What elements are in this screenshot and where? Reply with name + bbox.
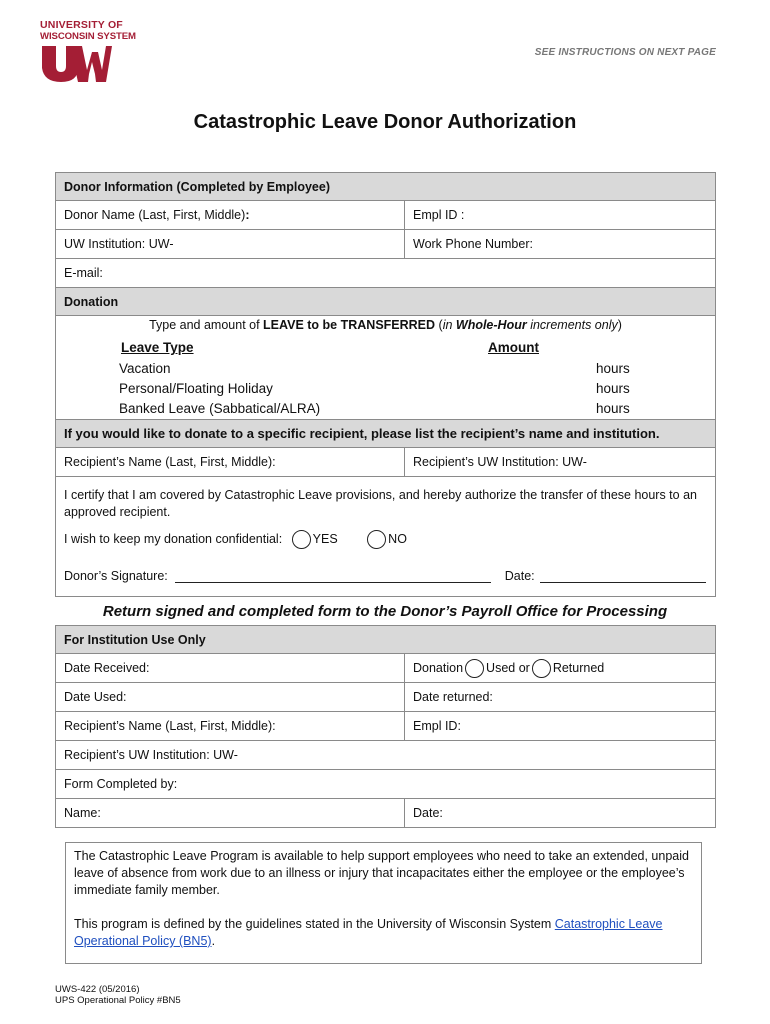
page-title: Catastrophic Leave Donor Authorization [193,111,577,133]
type-line-bolditalic: Whole-Hour [455,318,527,332]
date-received-field[interactable] [56,654,405,683]
signature-date-line[interactable] [540,569,706,583]
type-line-bold: LEAVE to be TRANSFERRED [263,318,436,332]
completed-name-field[interactable] [56,799,405,828]
date-returned-label: Date returned: [413,690,493,704]
confidential-no-radio[interactable] [367,530,386,549]
certify-statement: I certify that I am covered by Catastrophic Leave provisions, and hereby authorize the transfer of these hours to an approved recipient. [64,488,697,519]
paragraph2-pre: This program is defined by the guidelines stated in the University of Wisconsin System [74,917,555,931]
institution-use-header: For Institution Use Only [56,626,716,654]
recipient-institution-label: Recipient’s UW Institution: UW- [413,455,587,469]
inst-recipient-institution-label: Recipient’s UW Institution: UW- [64,748,238,762]
completed-name-label: Name: [64,806,101,820]
date-used-label: Date Used: [64,690,127,704]
donation-details [56,316,716,420]
personal-hours-field[interactable]: hours [596,381,630,396]
email-label: E-mail: [64,266,103,280]
signature-row [64,569,706,583]
inst-recipient-name-label: Recipient’s Name (Last, First, Middle): [64,719,276,733]
donation-used-radio[interactable] [465,659,484,678]
donation-returned-radio[interactable] [532,659,551,678]
confidential-label: I wish to keep my donation confidential: [64,532,283,546]
leave-type-header: Leave Type [121,340,194,355]
donor-signature-line[interactable] [175,569,491,583]
program-info-box [65,842,702,964]
donation-status-label: Donation [413,660,464,675]
date-returned-field[interactable] [405,683,716,712]
paragraph2-post: . [211,934,216,948]
returned-label: Returned [552,660,605,675]
date-used-field[interactable] [56,683,405,712]
empl-id-label: Empl ID : [413,208,465,222]
type-line-italic2: increments only [526,318,618,332]
leave-type-instructions [56,318,715,332]
yes-label: YES [312,532,338,546]
leave-row-vacation: Vacation [119,361,171,376]
empl-id-field[interactable] [405,201,716,230]
program-info-paragraph2 [74,916,693,950]
work-phone-field[interactable] [405,230,716,259]
form-footer [55,984,181,1006]
signature-date-label: Date: [504,569,535,583]
inst-empl-id-label: Empl ID: [413,719,461,733]
logo-text-line1: UNIVERSITY OF [40,19,123,31]
no-label: NO [388,532,407,546]
date-received-label: Date Received: [64,661,150,675]
instructions-note: SEE INSTRUCTIONS ON NEXT PAGE [534,47,716,58]
vacation-hours-field[interactable]: hours [596,361,630,376]
form-completed-by-label: Form Completed by: [64,777,178,791]
recipient-name-field[interactable] [56,448,405,477]
type-line-open: ( [435,318,443,332]
certify-section [56,477,716,597]
leave-row-banked: Banked Leave (Sabbatical/ALRA) [119,401,321,416]
uw-system-logo [40,19,136,84]
recipient-header: If you would like to donate to a specific recipient, please list the recipient’s name and institution. [56,420,716,448]
recipient-name-label: Recipient’s Name (Last, First, Middle): [64,455,276,469]
donor-name-field[interactable] [56,201,405,230]
donor-name-label: Donor Name (Last, First, Middle) [64,208,246,222]
inst-recipient-name-field[interactable] [56,712,405,741]
type-line-close: ) [617,318,622,332]
type-line-pre: Type and amount of [149,318,264,332]
leave-row-personal: Personal/Floating Holiday [119,381,273,396]
uw-institution-label: UW Institution: UW- [64,237,174,251]
form-completed-by-field[interactable] [56,770,716,799]
donor-name-colon: : [245,208,250,222]
institution-use-table [55,625,716,828]
completed-date-field[interactable] [405,799,716,828]
inst-empl-id-field[interactable] [405,712,716,741]
amount-header: Amount [488,340,539,355]
bn5-policy-link[interactable]: Catastrophic Leave Operational Policy (BN5) [74,917,663,948]
inst-recipient-institution-field[interactable] [56,741,716,770]
policy-reference: UPS Operational Policy #BN5 [55,995,181,1006]
confidential-yes-radio[interactable] [292,530,311,549]
donor-form-table [55,172,716,597]
donor-info-header: Donor Information (Completed by Employee) [56,173,716,201]
completed-date-label: Date: [413,806,443,820]
form-number: UWS-422 (05/2016) [55,984,140,995]
logo-text-line2: WISCONSIN SYSTEM [40,31,136,42]
uw-institution-field[interactable] [56,230,405,259]
return-instruction: Return signed and completed form to the Donor’s Payroll Office for Processing [102,603,668,620]
donation-header: Donation [56,288,716,316]
uw-logo-mark-icon [40,44,112,84]
signature-label: Donor’s Signature: [64,569,168,583]
donation-status-field [405,654,716,683]
work-phone-label: Work Phone Number: [413,237,533,251]
banked-hours-field[interactable]: hours [596,401,630,416]
program-info-paragraph1: The Catastrophic Leave Program is available to help support employees who need to take an extended, unpaid leave of absence from work due to an illness or injury that incapacitates either the employee or the employee’s immediate family member. [74,849,689,897]
recipient-institution-field[interactable] [405,448,716,477]
type-line-italic1: in [442,318,456,332]
used-or-label: Used or [486,660,530,675]
confidential-row [64,528,407,550]
email-field[interactable] [56,259,716,288]
